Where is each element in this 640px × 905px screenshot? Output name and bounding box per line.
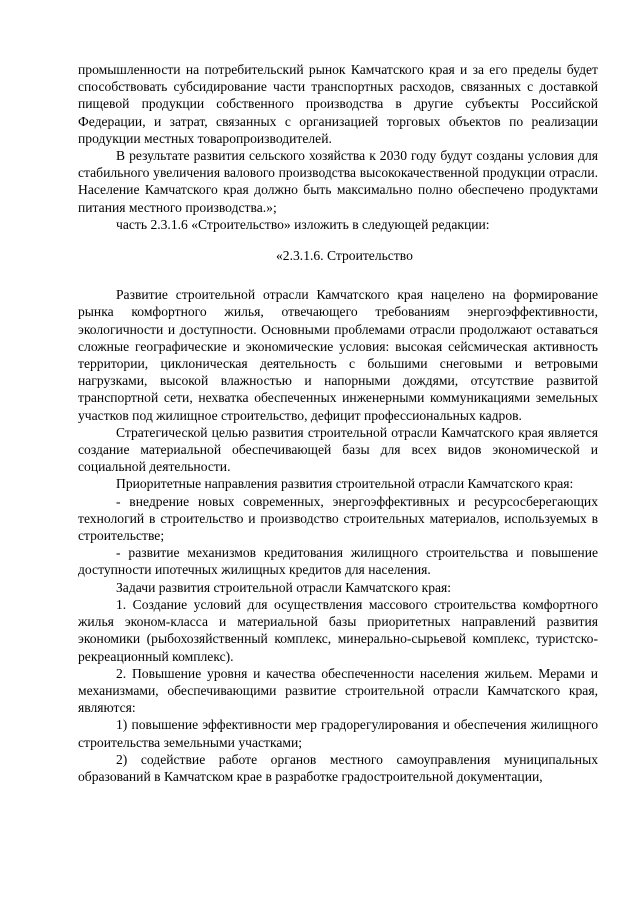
paragraph-tasks-heading: Задачи развития строительной отрасли Камчатского края: [116, 579, 452, 595]
paragraph-continuation: промышленности на потребительский рынок Камчатского края и за его пределы будет способствовать субсидирование части транспортных расходов, связанных с доставкой пищевой продукции собственного производства в другие субъекты Российской Федерации, и затрат, связанных с организацией торговых объектов по реализации продукции местных товаропроизводителей. [78, 62, 598, 146]
section-heading: «2.3.1.6. Строительство [276, 248, 413, 264]
paragraph-priority-directions: Приоритетные направления развития строительной отрасли Камчатского края: [116, 476, 574, 492]
list-item-task-1: 1. Создание условий для осуществления массового строительства комфортного жилья эконом-класса и материальной базы приоритетных направлений развития экономики (рыбохозяйственный комплекс, минерально-сырьевой комплекс, туристско-рекреационный комплекс). [78, 596, 598, 664]
paragraph-development-goal: Развитие строительной отрасли Камчатского края нацелено на формирование рынка комфортного жилья, отвечающего требованиям энергоэффективности, экологичности и доступности. Основными проблемами отрасли продолжают оставаться сложные географические и экономические условия: высокая сейсмическая активность территории, циклоническая деятельность с большими снеговыми и ветровыми нагрузками, высокой влажностью и напорными дождями, отсутствие развитой транспортной сети, нехватка обеспеченных инженерными коммуникациями земельных участков под жилищное строительство, дефицит профессиональных кадров. [78, 287, 598, 423]
paragraph-strategic-goal: Стратегической целью развития строительной отрасли Камчатского края является создание материальной обеспечивающей базы для всех видов экономической и социальной деятельности. [78, 424, 598, 475]
list-item-measure-2: 2) содействие работе органов местного самоуправления муниципальных образований в Камчатском крае в разработке градостроительной документации, [78, 751, 598, 784]
list-item-task-2: 2. Повышение уровня и качества обеспеченности населения жильем. Мерами и механизмами, обеспечивающими развитие строительной отрасли Камчатского края, являются: [78, 665, 598, 716]
paragraph-amendment-instruction: часть 2.3.1.6 «Строительство» изложить в следующей редакции: [116, 216, 490, 232]
list-item-crediting: - развитие механизмов кредитования жилищного строительства и повышение доступности ипотечных жилищных кредитов для населения. [78, 545, 598, 578]
list-item-measure-1: 1) повышение эффективности мер градорегулирования и обеспечения жилищного строительства земельными участками; [78, 717, 598, 750]
document-body [78, 61, 598, 785]
paragraph-agriculture-result: В результате развития сельского хозяйства к 2030 году будут созданы условия для стабильного увеличения валового производства высококачественной продукции отрасли. Население Камчатского края должно быть максимально полно обеспечено продуктами питания местного производства.»; [78, 148, 598, 215]
list-item-technologies: - внедрение новых современных, энергоэффективных и ресурсосберегающих технологий в строительство и производство строительных материалов, используемых в строительстве; [78, 493, 598, 544]
